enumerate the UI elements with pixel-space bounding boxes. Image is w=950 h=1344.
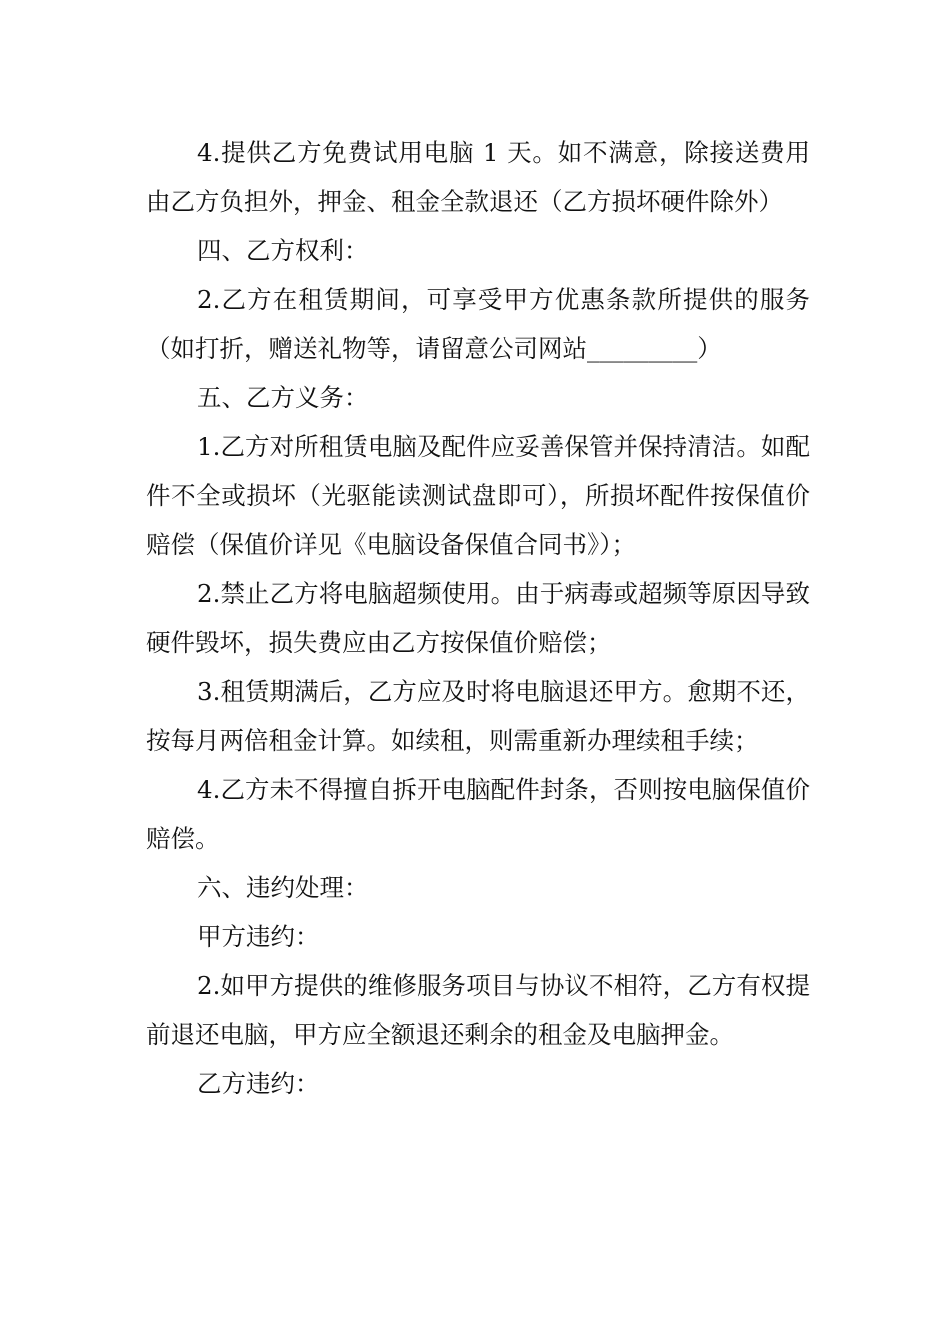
clause-care-of-equipment: 1.乙方对所租赁电脑及配件应妥善保管并保持清洁。如配件不全或损坏（光驱能读测试盘即可），所损坏配件按保值价赔偿（保值价详见《电脑设备保值合同书》）； <box>146 432 810 559</box>
clause-return-on-expiry: 3.租赁期满后，乙方应及时将电脑退还甲方。愈期不还，按每月两倍租金计算。如续租，则需重新办理续租手续； <box>146 677 810 755</box>
clause-free-trial: 4.提供乙方免费试用电脑 1 天。如不满意，除接送费用由乙方负担外，押金、租金全款退还（乙方损坏硬件除外） <box>146 138 810 216</box>
section-heading-rights: 四、乙方权利： <box>197 236 369 265</box>
clause-service-mismatch: 2.如甲方提供的维修服务项目与协议不相符，乙方有权提前退还电脑，甲方应全额退还剩余的租金及电脑押金。 <box>146 971 810 1049</box>
section-heading-obligations: 五、乙方义务： <box>197 383 369 412</box>
clause-discount-services: 2.乙方在租赁期间，可享受甲方优惠条款所提供的服务（如打折，赠送礼物等，请留意公司网站_________） <box>146 285 810 363</box>
clause-no-overclocking: 2.禁止乙方将电脑超频使用。由于病毒或超频等原因导致硬件毁坏，损失费应由乙方按保值价赔偿； <box>146 579 810 657</box>
subheading-party-a-breach: 甲方违约： <box>197 922 320 951</box>
clause-no-seal-removal: 4.乙方未不得擅自拆开电脑配件封条，否则按电脑保值价赔偿。 <box>146 775 810 853</box>
section-heading-breach: 六、违约处理： <box>197 873 369 902</box>
document-body <box>146 128 810 1108</box>
subheading-party-b-breach: 乙方违约： <box>197 1069 320 1098</box>
